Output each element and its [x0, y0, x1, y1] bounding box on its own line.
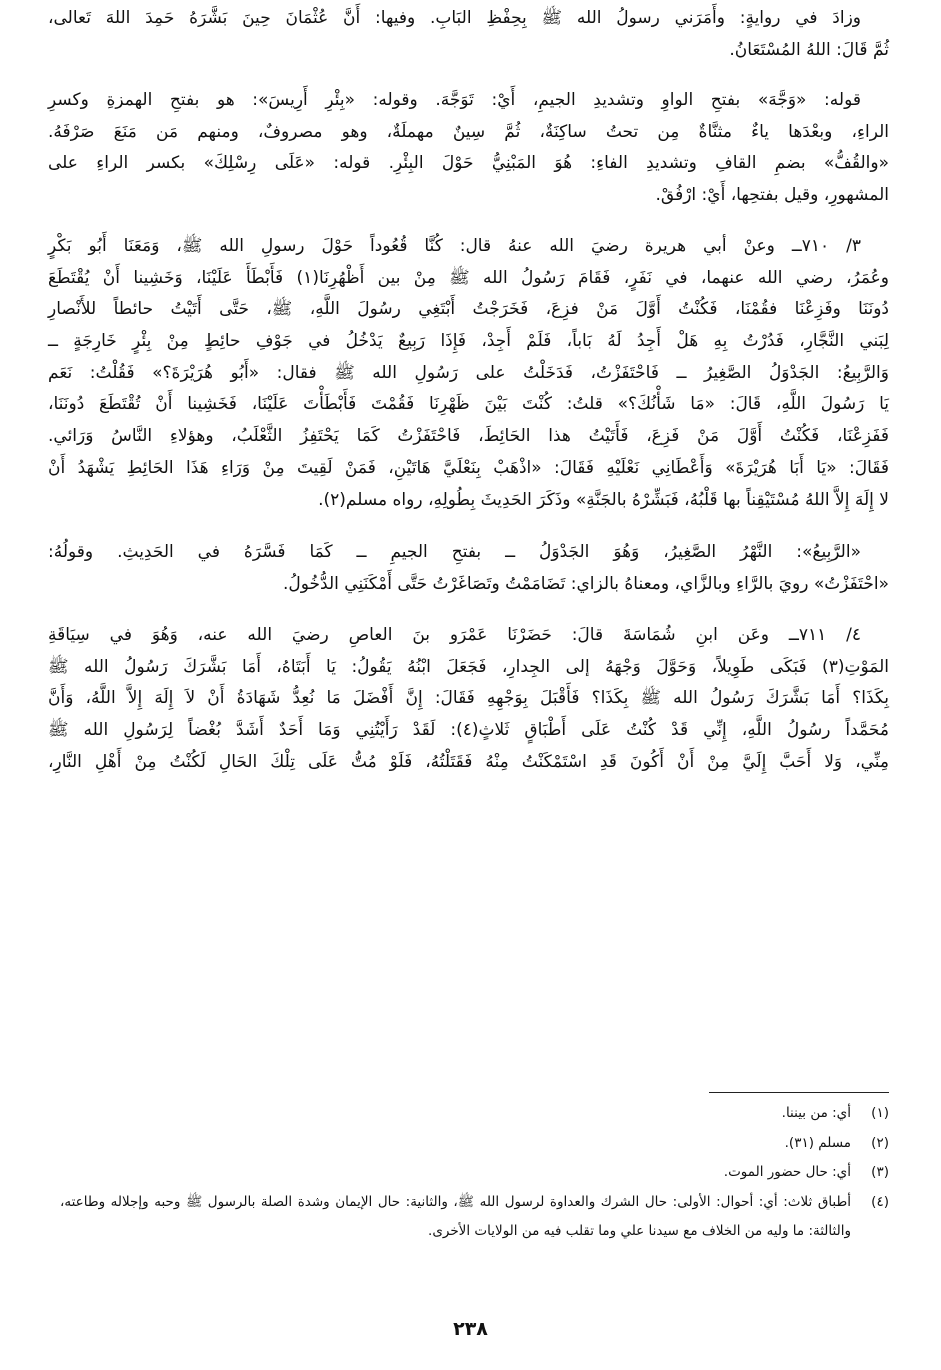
- text-line: لِبَني النَّجَّارِ، فَدُرْتُ بِهِ هَلْ أَجِدُ لَهُ بَاباً، فَلَمْ أَجِدْ، فَإِذَا رَبِيعٌ يَدْخُلُ في جَوْفِ حائِطٍ مِنْ بِئْرٍ خَارِجَةٍ ــ: [48, 331, 889, 352]
- footnotes: [60, 1099, 889, 1247]
- footnote: [60, 1099, 889, 1129]
- footnote-number: (٤): [871, 1193, 889, 1210]
- text-line: بِكَذَا؟ أَمَا بَشَّرَكَ رَسُولُ الله ﷺ بِكَذَا؟ فَأَقْبَلَ بِوَجْهِهِ فَقَالَ: إِنَّ أَفْضَلَ مَا نُعِدُّ شَهَادَةُ أَنْ لاَ إِلَهَ إِلاَّ اللَّهُ، وَأَنَّ: [48, 688, 889, 709]
- text-line: قوله: «وَجَّهَ» بفتحِ الواوِ وتشديدِ الجيمِ، أَيْ: تَوَجَّهَ. وقوله: «بِئْرِ أَرِيسَ»: هو بفتحِ الهمزةِ وكسرِ: [48, 90, 861, 110]
- text-line: وَالرَّبِيعُ: الجَدْوَلُ الصَّغِيرُ ــ فَاحْتَفَزْتُ، فَدَخَلْتُ على رَسُولِ الله ﷺ فقال: «أَبُو هُرَيْرَةَ؟» فَقُلْتُ: نَعَم: [48, 362, 889, 383]
- text-line: يَا رَسُولَ اللَّهِ، قَالَ: «مَا شَأْنُكَ؟» قلتُ: كُنْتَ بَيْنَ ظَهْرِنَا فَقُمْتَ فَأَبْطَأْتَ عَلَيْنَا، فَخَشِينا أَنْ تُقْتَطَعَ دُونَنَا،: [48, 394, 889, 415]
- page-number: ٢٣٨: [453, 1318, 488, 1340]
- text-line: الراءِ، وبعْدَها ياءٌ مثنَّاةٌ مِن تحتُ ساكِنَةٌ، ثُمَّ سِينٌ مهملَةٌ، وهو مصروفٌ، ومنهم مَن مَنَعَ صَرْفَهُ.: [48, 121, 889, 142]
- hadith-710: [48, 231, 889, 516]
- paragraph-2: [48, 85, 889, 212]
- footnote-number: (٢): [871, 1134, 889, 1151]
- text-line: وعُمَرُ، رضي الله عنهما، في نَفَرٍ، فَقَامَ رَسُولُ الله ﷺ مِنْ بين أَظْهُرِنَا(١) فَأَبْطَأَ عَلَيْنَا، وَخَشِينا أَنْ يُقْتَطَعَ: [48, 267, 890, 288]
- text-line: فَقَالَ: «يَا أَبَا هُرَيْرَةَ» وَأَعْطَانِي نَعْلَيْهِ فَقَالَ: «اذْهَبْ بِنَعْلَيَّ هَاتَيْنِ، فَمَنْ لَقِيتَ مِنْ وَرَاءِ هَذَا الحَائِطِ يَشْهَدُ أَنْ: [48, 457, 889, 478]
- footnote: [60, 1158, 889, 1188]
- text-line: المشهورِ، وقيل بفتحِها، أَيْ: ارْفُقْ.: [655, 185, 889, 206]
- text-line: مِنِّي، وَلا أَحَبَّ إِلَيَّ مِنْ أَنْ أَكُونَ قَدِ اسْتَمْكَنْتُ مِنْهُ فَقَتَلْتُهُ، فَلَوْ مُتُّ عَلَى تِلْكَ الحَالِ لَكُنْتُ مِنْ أَهْلِ النَّارِ،: [48, 751, 889, 772]
- text-line: لا إِلَهَ إِلاَّ اللهُ مُسْتَيْقِناً بها قَلْبُهُ، فَبَشِّرْهُ بالجَنَّةِ» وذَكَرَ الحَدِيثَ بِطُولِهِ، رواه مسلم(٢).: [318, 489, 889, 510]
- text-line: «والقُفُّ» بضمِ القافِ وتشديدِ الفاءِ: هُوَ المَبْنِيُّ حَوْلَ البِئْرِ. قوله: «عَلَى رِسْلِكَ» بكسر الراءِ على: [48, 153, 889, 174]
- text-line: دُونَنَا وفَزِعْنَا فقُمْنَا، فَكُنْتُ أَوَّلَ مَنْ فزِعَ، فَخَرَجْتُ أَبْتَغِي رسُولَ اللَّهِ، ﷺ، حَتَّى أَتَيْتُ حائطاً للأَنْصارِ: [48, 299, 889, 320]
- footnote-text: أي: حال حضور الموت.: [723, 1164, 851, 1180]
- footnote: [60, 1188, 889, 1247]
- footnote-text: أي: من بيننا.: [781, 1105, 851, 1121]
- footnote-number: (١): [871, 1105, 889, 1121]
- hadith-711: [48, 620, 889, 778]
- text-line: «الرَّبِيعُ»: النَّهْرُ الصَّغِيرُ، وَهُوَ الجَدْوَلُ ــ بفتحِ الجيمِ ــ كَمَا فَسَّرَهُ في الحَدِيثِ. وقولُهُ:: [48, 542, 861, 562]
- footnote-text: أطباق ثلاث: أي: أحوال: الأولى: حال الشرك والعداوة لرسول الله ﷺ، والثانية: حال الإيمان وشدة الصلة بالرسول ﷺ وحبه وإجلاله وطاعته، والثالثة: ما وليه من الخلاف مع سيدنا علي وما تقلب فيه من الولايات الأخرى.: [60, 1193, 851, 1239]
- text-line: مُحَمَّداً رسُولُ اللَّهِ، إِنِّي قَدْ كُنْتُ عَلَى أَطْبَاقٍ ثَلاثٍ(٤): لَقَدْ رَأَيْتُنِي وَمَا أَحَدٌ أَشَدَّ بُغْضاً لِرَسُولِ الله ﷺ: [48, 720, 889, 741]
- paragraph-explanation: [48, 537, 889, 600]
- footnote-number: (٣): [871, 1164, 889, 1180]
- text-line: فَفَزِعْنَا، فَكُنْتُ أَوَّلَ مَنْ فَزِعَ، فَأَتَيْتُ هذا الحَائِطَ، فَاحْتَفَزْتُ كَمَا يَحْتَفِزُ الثَّعْلَبُ، وهؤلاءِ النَّاسُ وَرَائي.: [48, 426, 889, 447]
- text-line: وزادَ في روايةٍ: وأَمَرَني رسولُ الله ﷺ بِحِفْظِ البَابِ. وفيها: أَنَّ عُثْمَانَ حِينَ بَشَّرَهُ حَمِدَ اللهَ تَعالى،: [48, 8, 861, 28]
- text-line: «احْتَفَزْتُ» رويَ بالرَّاءِ وبالزَّاي، ومعناهُ بالزاي: تَضَامَمْتُ وتَصَاغَرْتُ حَتَّى أَمْكَنَنِي الدُّخُولُ.: [283, 573, 889, 594]
- text-line: ٤/ ٧١١ــ وعَن ابنِ شُمَاسَةَ قالَ: حَضَرْنَا عَمْرَو بنَ العاصِ رضيَ الله عنه، وَهُوَ في سِيَاقَةِ: [48, 625, 861, 645]
- footnote: [60, 1129, 889, 1159]
- text-line: ثُمَّ قَالَ: اللهُ المُسْتَعَانُ.: [729, 39, 889, 60]
- text-line: ٣/ ٧١٠ــ وعنْ أبي هريرة رضيَ الله عنهُ قال: كُنَّا قُعُوداً حَوْلَ رسولِ الله ﷺ، وَمَعَنَا أَبُو بَكْرٍ: [48, 236, 861, 256]
- footnote-separator: [709, 1092, 889, 1093]
- text-line: المَوْتِ(٣) فَبَكَى طَوِيلاً، وَحَوَّلَ وَجْهَهُ إلى الجِدارِ، فَجَعَلَ ابْنُهُ يَقُولُ: يَا أَبَتَاهُ، أَمَا بَشَّرَكَ رَسُولُ الله ﷺ: [48, 656, 889, 677]
- footnote-text: مسلم (٣١).: [784, 1134, 851, 1151]
- paragraph-1: [48, 3, 889, 66]
